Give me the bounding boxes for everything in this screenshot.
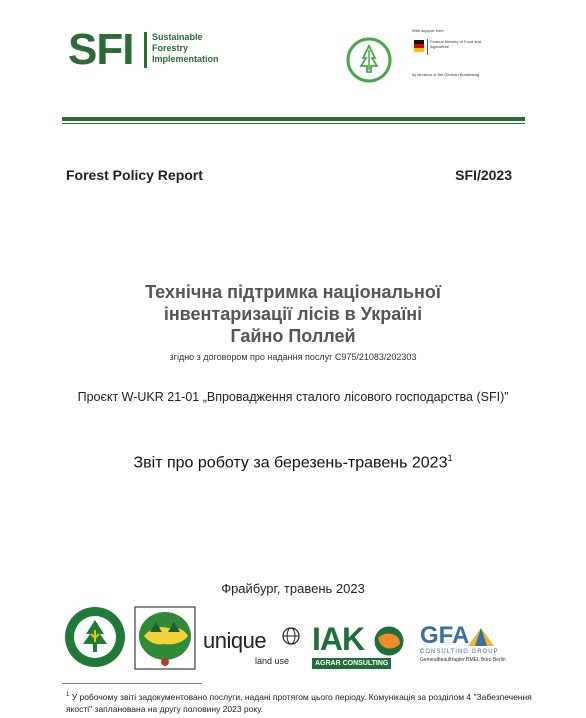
footnote (66, 689, 536, 715)
footnote-number: 1 (66, 692, 70, 698)
ukraine-forest-emblem-icon (345, 36, 393, 84)
title-line-1: Технічна підтримка національної (145, 282, 441, 302)
place-date: Фрайбург, травень 2023 (221, 581, 365, 596)
unique-land-use-logo (203, 628, 303, 668)
sfi-logo-tagline: Sustainable Forestry Implementation (152, 32, 219, 64)
unique-wordmark: unique (203, 628, 267, 653)
sfi-logo-letters: SFI (68, 25, 134, 74)
sfi-logo (68, 25, 238, 74)
german-flag-icon (414, 40, 424, 52)
author-name: Гайно Поллей (230, 326, 356, 346)
work-report-title: Звіт про роботу за березень-травень 2023$^1$ (133, 453, 453, 472)
globe-icon (372, 624, 406, 658)
bmel-logo (412, 28, 482, 88)
bmel-ministry-name: Federal Ministry of Food and Agriculture (430, 39, 481, 49)
gfa-bmel-office: Generalbeauftragter BMEL Büro Berlin (420, 657, 506, 663)
header-rule-thin (62, 123, 525, 124)
bmel-support-text: With support from (412, 28, 444, 33)
bmel-decision-text: by decision of the German Bundestag (412, 72, 479, 77)
footnote-mark: 1 (447, 453, 453, 463)
ecology-map-logo (134, 606, 196, 670)
iak-wordmark: IAK (312, 621, 365, 657)
unique-subtitle: land use (255, 656, 290, 666)
iak-agrar-consulting-logo (312, 622, 412, 670)
triangle-icon (466, 626, 496, 648)
title-line-2: інвентаризації лісів в Україні (163, 304, 423, 324)
iak-subtitle: AGRAR CONSULTING (312, 658, 391, 669)
gfa-wordmark: GFA (420, 622, 470, 649)
contract-reference: згідно з договором про надання послуг C975/21083/202303 (169, 352, 417, 362)
state-forest-agency-logo (64, 606, 126, 668)
gfa-subtitle: CONSULTING GROUP (420, 649, 499, 655)
gfa-consulting-group-logo (420, 624, 510, 670)
report-type: Forest Policy Report (66, 167, 203, 183)
report-code: SFI/2023 (455, 167, 512, 183)
footnote-rule (62, 683, 202, 684)
footnote-text: У робочому звіті задокументовано послуги, надані протягом цього періоду. Комунікація за розділом 4 "Забезпечення якості" запланована на другу половину 2023 року. (66, 691, 532, 714)
globe-icon (281, 626, 301, 646)
header-rule (62, 117, 525, 121)
sfi-logo-divider (144, 32, 147, 68)
project-name: Проєкт W-UKR 21-01 „Впровадження сталого лісового господарства (SFI)” (77, 390, 509, 404)
